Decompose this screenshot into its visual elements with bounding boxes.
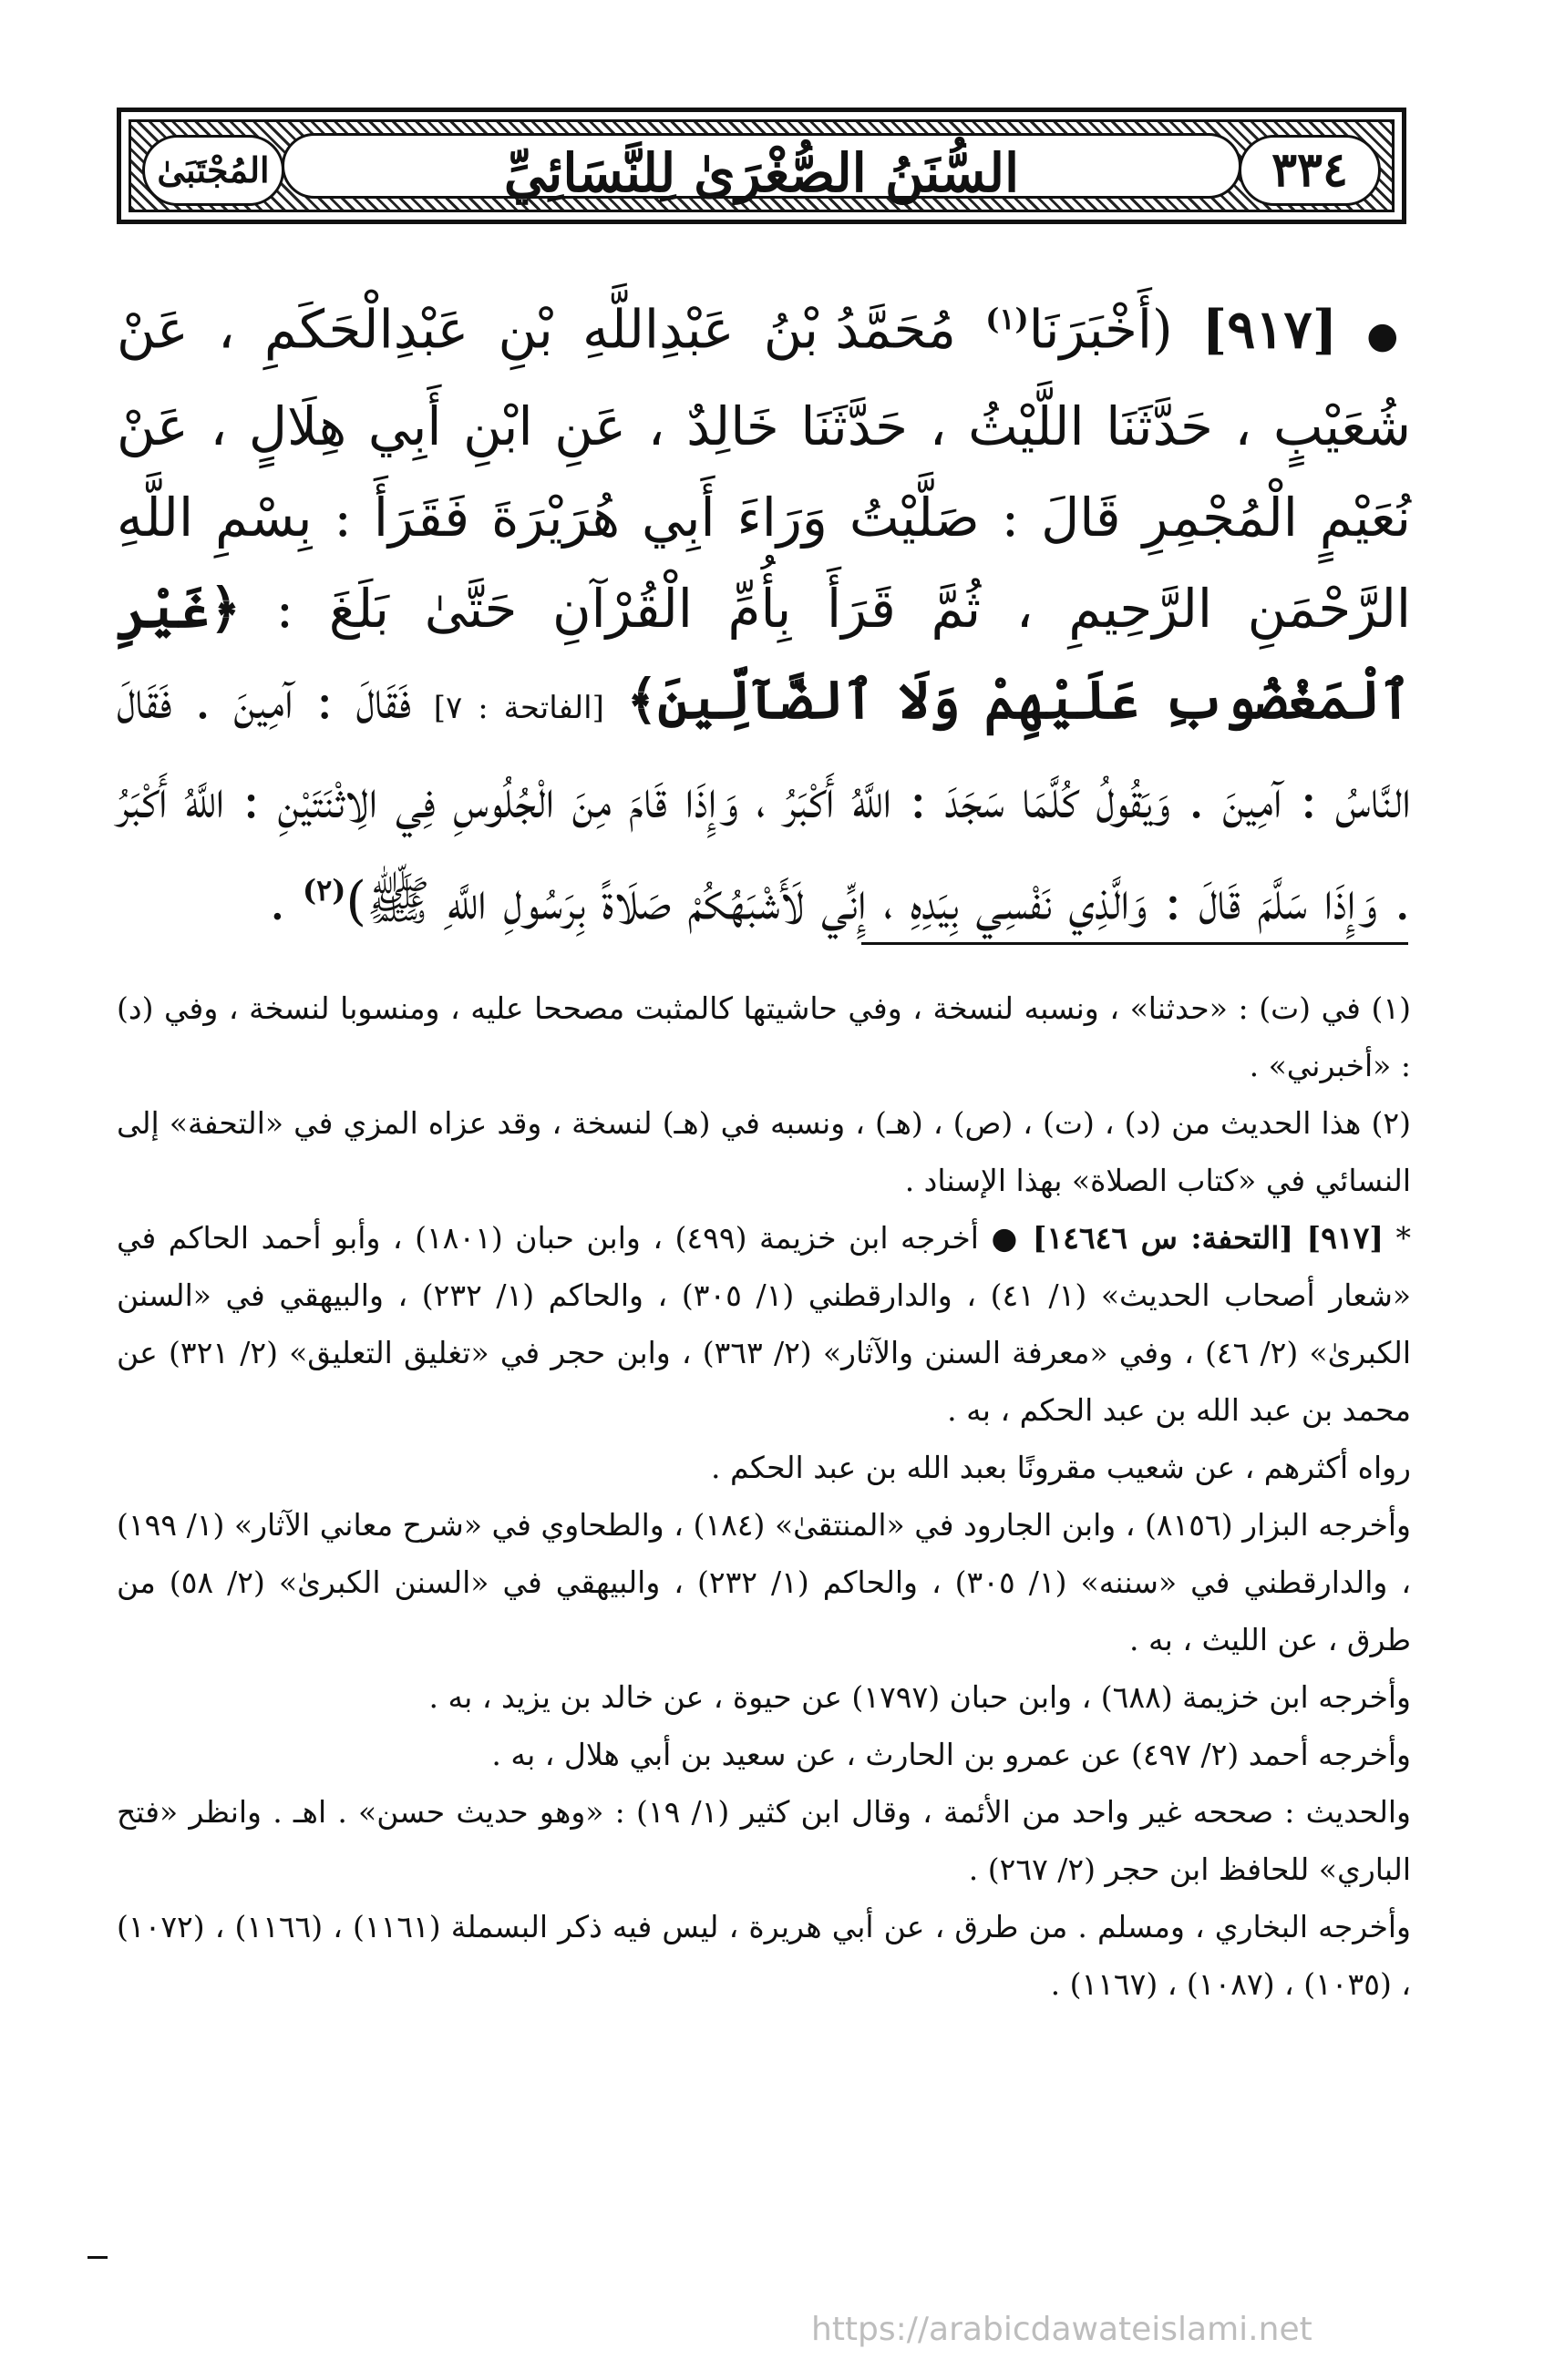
footnote-ref-1: (١): [985, 302, 1029, 336]
footnotes-section: [117, 980, 1411, 2013]
header-title-band: [282, 133, 1241, 204]
book-title: السُّنَنُ الصُّغْرَىٰ لِلنَّسَائِيِّ: [503, 142, 1020, 204]
takhrij-paragraph: وأخرجه أحمد (٢/ ٤٩٧) عن عمرو بن الحارث ، عن سعيد بن أبي هلال ، به .: [491, 1737, 1411, 1772]
takhrij-paragraph: رواه أكثرهم ، عن شعيب مقرونًا بعبد الله بن عبد الحكم .: [711, 1450, 1411, 1485]
hadith-text: [117, 273, 1411, 947]
watermark-url: https://arabicdawateislami.net: [811, 2311, 1312, 2348]
takhrij-paragraph: وأخرجه البخاري ، ومسلم . من طرق ، عن أبي هريرة ، ليس فيه ذكر البسملة (١١٦١) ، (١١٦٦) ، (١٠٧٢) ، (١٠٣٥) ، (١٠٨٧) ، (١١٦٧) .: [117, 1909, 1411, 2002]
takhrij-first-text: أخرجه ابن خزيمة (٤٩٩) ، وابن حبان (١٨٠١) ، وأبو أحمد الحاكم في «شعار أصحاب الحديث» (١/ ٤١) ، والدارقطني (١/ ٣٠٥) ، والحاكم (١/ ٢٣٢) ، والبيهقي في «السنن الكبرىٰ» (٢/ ٤٦) ، وفي «معرفة السنن والآثار» (٢/ ٣٦٣) ، وابن حجر في «تغليق التعليق» (٢/ ٣٢١) عن محمد بن عبد الله بن عبد الحكم ، به .: [117, 1220, 1412, 1428]
takhrij-bullet: ●: [991, 1220, 1021, 1256]
footnote-2: (٢) هذا الحديث من (د) ، (ت) ، (ص) ، (هـ) ، ونسبه في (هـ) لنسخة ، وقد عزاه المزي في «التحفة» إلى النسائي في «كتاب الصلاة» بهذا الإسناد .: [117, 1105, 1411, 1198]
takhrij-head: [٩١٧] [التحفة: س ١٤٦٤٦]: [1032, 1220, 1384, 1256]
hadith-number: [٩١٧]: [1201, 298, 1338, 361]
quran-verse: ﴿غَيْرِ ٱلْمَغْضُوبِ عَلَيْهِمْ وَلَا ٱلضَّآلِّينَ﴾: [117, 578, 1412, 732]
page-number: ٣٣٤: [1239, 135, 1381, 206]
footnote-ref-2: (٢): [302, 873, 346, 908]
hadith-opening: (أَخْبَرَنَا: [1028, 298, 1173, 361]
hadith-end: .: [269, 869, 286, 932]
verse-reference: [الفاتحة : ٧]: [433, 690, 604, 727]
hadith-body-b: فَقَالَ : آمِينَ . فَقَالَ النَّاسُ : آمِينَ . وَيَقُولُ كُلَّمَا سَجَدَ : اللَّهُ أَكْبَرُ ، وَإِذَا قَامَ مِنَ الْجُلُوسِ فِي الِاثْنَتَيْنِ : اللَّهُ أَكْبَرُ . وَإِذَا سَلَّمَ قَالَ : وَالَّذِي نَفْسِي بِيَدِهِ ، إِنِّي لَأَشْبَهُكُمْ صَلَاةً بِرَسُولِ اللَّهِ ﷺ): [117, 669, 1411, 932]
hadith-bullet: ●: [1366, 314, 1412, 357]
takhrij-paragraph: وأخرجه ابن خزيمة (٦٨٨) ، وابن حبان (١٧٩٧) عن حيوة ، عن خالد بن يزيد ، به .: [428, 1679, 1411, 1715]
takhrij-paragraph: والحديث : صححه غير واحد من الأئمة ، وقال ابن كثير (١/ ١٩) : «وهو حديث حسن» . اهـ . وانظر «فتح الباري» للحافظ ابن حجر (٢/ ٢٦٧) .: [117, 1794, 1411, 1887]
takhrij-paragraph: وأخرجه البزار (٨١٥٦) ، وابن الجارود في «المنتقىٰ» (١٨٤) ، والطحاوي في «شرح معاني الآثار» (١/ ١٩٩) ، والدارقطني في «سننه» (١/ ٣٠٥) ، والحاكم (١/ ٢٣٢) ، والبيهقي في «السنن الكبرىٰ» (٢/ ٥٨) من طرق ، عن الليث ، به .: [117, 1507, 1412, 1657]
book-short-title: المُجْتَبَىٰ: [142, 135, 284, 206]
header-ornament: [129, 119, 1395, 212]
takhrij-first: [117, 1209, 1411, 1439]
margin-mark: [87, 2256, 108, 2259]
takhrij-marker: *: [1395, 1220, 1412, 1256]
footnote-1: (١) في (ت) : «حدثنا» ، ونسبه لنسخة ، وفي حاشيتها كالمثبت مصححا عليه ، ومنسوبا لنسخة ، وفي (د) : «أخبرني» .: [117, 990, 1411, 1083]
page-header-frame: [117, 108, 1406, 224]
hadith-body-a: مُحَمَّدُ بْنُ عَبْدِاللَّهِ بْنِ عَبْدِالْحَكَمِ ، عَنْ شُعَيْبٍ ، حَدَّثَنَا اللَّيْثُ ، حَدَّثَنَا خَالِدٌ ، عَنِ ابْنِ أَبِي هِلَالٍ ، عَنْ نُعَيْمٍ الْمُجْمِرِ قَالَ : صَلَّيْتُ وَرَاءَ أَبِي هُرَيْرَةَ فَقَرَأَ : بِسْمِ اللَّهِ الرَّحْمَنِ الرَّحِيمِ ، ثُمَّ قَرَأَ بِأُمِّ الْقُرْآنِ حَتَّىٰ بَلَغَ :: [117, 298, 1411, 641]
footnote-divider: [861, 942, 1408, 945]
